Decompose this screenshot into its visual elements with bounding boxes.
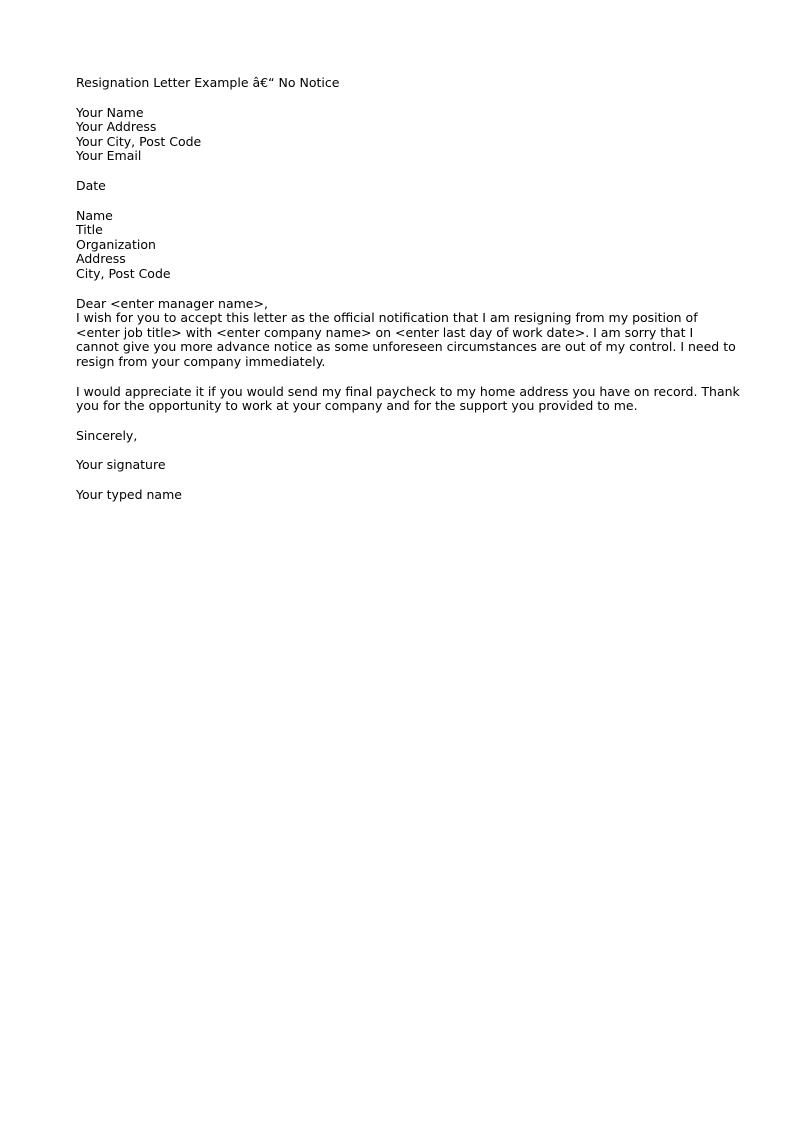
spacer bbox=[76, 282, 726, 297]
recipient-title: Title bbox=[76, 222, 103, 238]
spacer bbox=[76, 414, 726, 429]
document-title: Resignation Letter Example â€“ No Notice bbox=[76, 75, 340, 90]
sender-address: Your Address bbox=[76, 119, 157, 135]
body-line: resign from your company immediately. bbox=[76, 353, 326, 369]
body-line: you for the opportunity to work at your company and for the support you provided to me. bbox=[76, 398, 638, 414]
sender-name: Your Name bbox=[76, 104, 144, 120]
recipient-organization: Organization bbox=[76, 236, 156, 252]
body-line: I would appreciate it if you would send my final paycheck to my home address you have on record. Thank bbox=[76, 383, 740, 399]
body-line: I wish for you to accept this letter as the official notification that I am resigning from my position of bbox=[76, 310, 698, 326]
spacer bbox=[76, 194, 726, 209]
spacer bbox=[76, 473, 726, 488]
typed-name: Your typed name bbox=[76, 486, 182, 502]
body-paragraph-1 bbox=[76, 295, 736, 370]
letter-content bbox=[76, 75, 740, 502]
body-paragraph-2 bbox=[76, 383, 740, 414]
spacer bbox=[76, 91, 726, 106]
letter-date: Date bbox=[76, 177, 106, 193]
recipient-city-post: City, Post Code bbox=[76, 265, 171, 281]
signature: Your signature bbox=[76, 457, 166, 473]
spacer bbox=[76, 370, 726, 385]
sender-block bbox=[76, 106, 726, 164]
recipient-name: Name bbox=[76, 207, 113, 223]
body-line: <enter job title> with <enter company name> on <enter last day of work date>. I am sorry that I bbox=[76, 324, 694, 340]
spacer bbox=[76, 164, 726, 179]
recipient-block bbox=[76, 209, 726, 282]
recipient-address: Address bbox=[76, 251, 126, 267]
body-line: cannot give you more advance notice as some unforeseen circumstances are out of my control. I need to bbox=[76, 339, 736, 355]
closing: Sincerely, bbox=[76, 427, 138, 443]
salutation: Dear <enter manager name>, bbox=[76, 295, 268, 311]
spacer bbox=[76, 443, 726, 458]
sender-city-post: Your City, Post Code bbox=[76, 133, 202, 149]
sender-email: Your Email bbox=[76, 148, 142, 164]
